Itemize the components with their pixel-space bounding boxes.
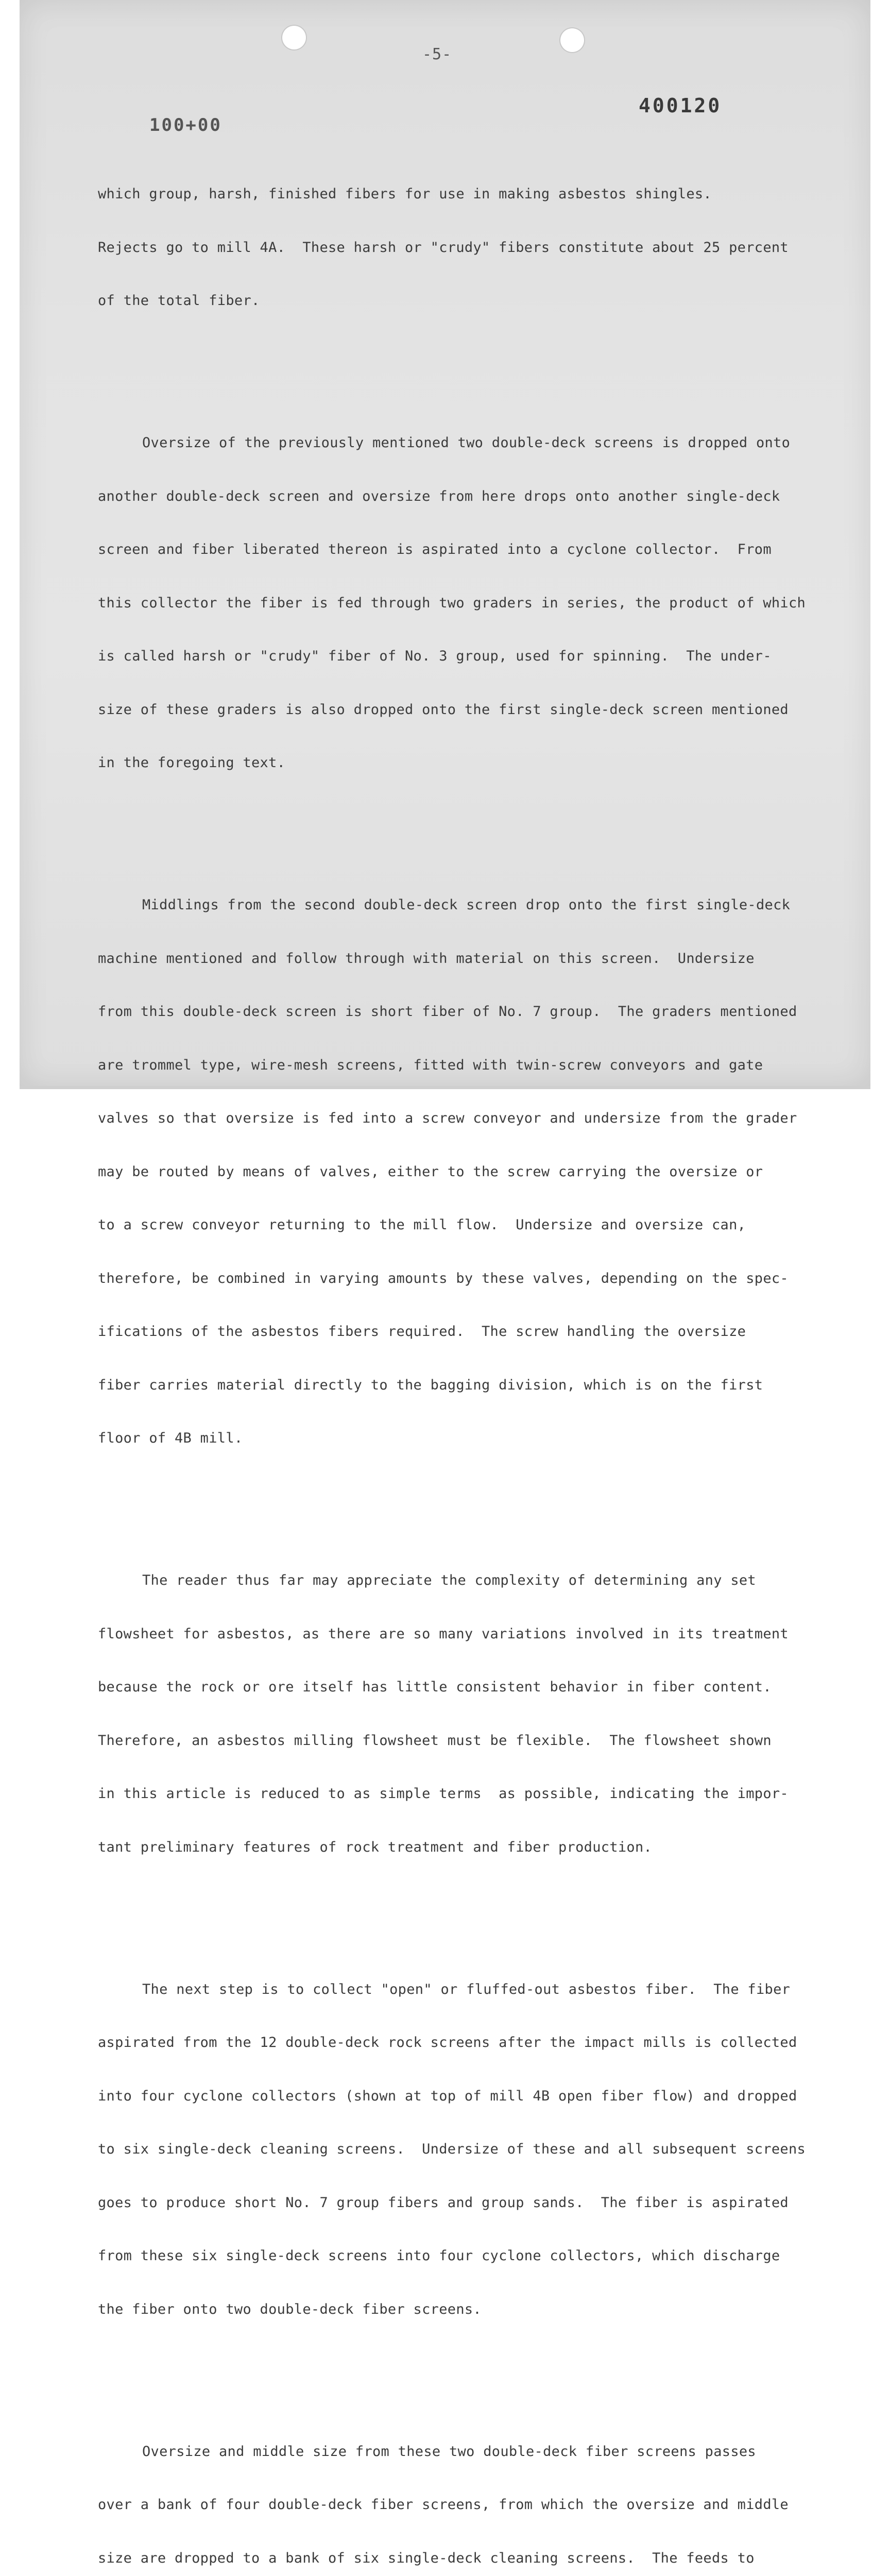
paragraph-4 [98, 1536, 829, 1892]
text-line: are trommel type, wire-mesh screens, fitted with twin-screw conveyors and gate [98, 1057, 829, 1075]
page-number: -5- [422, 45, 452, 63]
text-line: this collector the fiber is fed through two graders in series, the product of which [98, 595, 829, 613]
text-line: valves so that oversize is fed into a screw conveyor and undersize from the grader [98, 1110, 829, 1128]
text-line: flowsheet for asbestos, as there are so many variations involved in its treatment [98, 1625, 829, 1643]
paragraph-5 [98, 1945, 829, 2354]
paragraph-3 [98, 861, 829, 1483]
text-line: goes to produce short No. 7 group fibers and group sands. The fiber is aspirated [98, 2194, 829, 2212]
text-line: from these six single-deck screens into four cyclone collectors, which discharge [98, 2247, 829, 2265]
text-line: in the foregoing text. [98, 754, 829, 772]
text-line: Oversize and middle size from these two double-deck fiber screens passes [98, 2443, 829, 2461]
text-line: another double-deck screen and oversize from here drops onto another single-deck [98, 488, 829, 506]
text-line: Oversize of the previously mentioned two double-deck screens is dropped onto [98, 434, 829, 452]
paragraph-2 [98, 399, 829, 808]
text-line: Rejects go to mill 4A. These harsh or "crudy" fibers constitute about 25 percent [98, 239, 829, 257]
text-line: in this article is reduced to as simple terms as possible, indicating the impor- [98, 1785, 829, 1803]
text-line: because the rock or ore itself has little consistent behavior in fiber content. [98, 1679, 829, 1697]
text-line: over a bank of four double-deck fiber screens, from which the oversize and middle [98, 2496, 829, 2514]
text-line: ifications of the asbestos fibers required. The screw handling the oversize [98, 1323, 829, 1341]
document-stamp-number: 400120 [639, 94, 722, 117]
text-line: to a screw conveyor returning to the mill flow. Undersize and oversize can, [98, 1216, 829, 1234]
punch-hole-left [282, 26, 306, 49]
text-line: tant preliminary features of rock treatment and fiber production. [98, 1839, 829, 1857]
text-line: floor of 4B mill. [98, 1430, 829, 1448]
text-line: is called harsh or "crudy" fiber of No. 3 group, used for spinning. The under- [98, 648, 829, 666]
punch-hole-right [560, 28, 584, 52]
text-line: which group, harsh, finished fibers for use in making asbestos shingles. [98, 185, 829, 204]
body-text [98, 114, 829, 2576]
text-line: the fiber onto two double-deck fiber screens. [98, 2301, 829, 2319]
text-line: machine mentioned and follow through with material on this screen. Undersize [98, 950, 829, 968]
text-line: The next step is to collect "open" or fluffed-out asbestos fiber. The fiber [98, 1981, 829, 1999]
text-line: size of these graders is also dropped onto the first single-deck screen mentioned [98, 701, 829, 719]
text-line: fiber carries material directly to the bagging division, which is on the first [98, 1377, 829, 1395]
text-line: The reader thus far may appreciate the complexity of determining any set [98, 1572, 829, 1590]
text-line: of the total fiber. [98, 292, 829, 310]
overstrike-marks: 100+00 [149, 115, 222, 135]
paragraph-1 [98, 150, 829, 346]
text-line: Middlings from the second double-deck screen drop onto the first single-deck [98, 896, 829, 914]
text-line: may be routed by means of valves, either to the screw carrying the oversize or [98, 1163, 829, 1181]
text-line: therefore, be combined in varying amounts by these valves, depending on the spec- [98, 1270, 829, 1288]
paragraph-6 [98, 2408, 829, 2576]
text-line: into four cyclone collectors (shown at top of mill 4B open fiber flow) and dropped [98, 2088, 829, 2106]
text-line: from this double-deck screen is short fiber of No. 7 group. The graders mentioned [98, 1003, 829, 1021]
text-line: screen and fiber liberated thereon is aspirated into a cyclone collector. From [98, 541, 829, 559]
text-line: Therefore, an asbestos milling flowsheet must be flexible. The flowsheet shown [98, 1732, 829, 1750]
text-line: to six single-deck cleaning screens. Undersize of these and all subsequent screens [98, 2141, 829, 2159]
text-line: size are dropped to a bank of six single-deck cleaning screens. The feeds to [98, 2550, 829, 2568]
text-line: aspirated from the 12 double-deck rock screens after the impact mills is collected [98, 2034, 829, 2052]
